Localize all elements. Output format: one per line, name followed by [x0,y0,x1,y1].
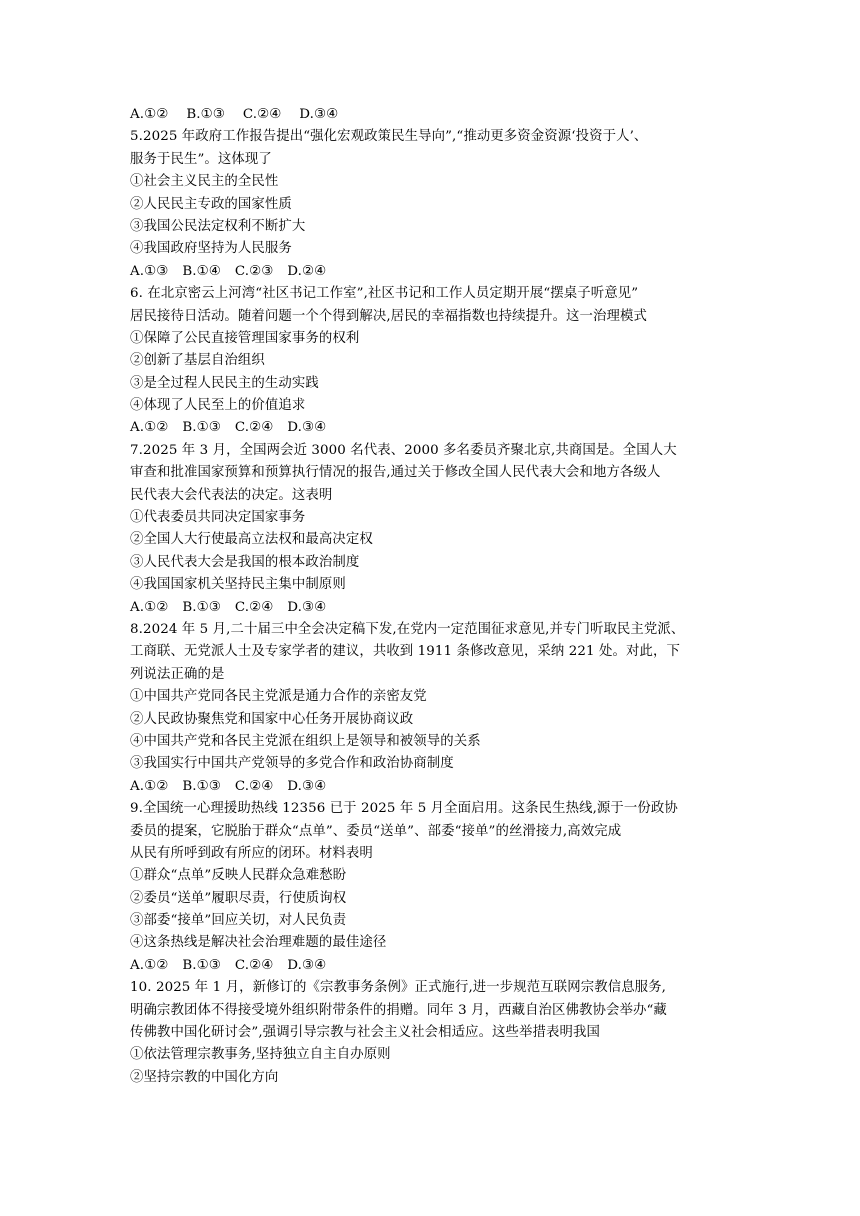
question-stem-line: 明确宗教团体不得接受境外组织附带条件的捐赠。同年 3 月，西藏自治区佛教协会举办“藏 [130,1002,667,1018]
question-block [130,619,735,798]
statement-item: ①社会主义民主的全民性 [130,174,279,190]
statement-item: ④中国共产党和各民主党派在组织上是领导和被领导的关系 [130,733,481,749]
question-block [130,798,735,977]
option-c: C.②④ [234,599,274,615]
statement-item: ②委员“送单”履职尽责，行使质询权 [130,890,347,906]
answer-options [130,417,735,439]
answer-options [130,597,735,619]
question-stem-line: 委员的提案，它脱胎于群众“点单”、委员“送单”、部委“接单”的丝滑接力,高效完成 [130,823,622,839]
statement-item: ②人民政协聚焦党和国家中心任务开展协商议政 [130,711,414,727]
option-d: D.③④ [299,107,339,122]
option-a: A.①② [130,420,169,436]
question-stem-line: 7.2025 年 3 月，全国两会近 3000 名代表、2000 多名委员齐聚北京,共商国是。全国人大 [130,442,677,458]
answer-options [130,261,735,283]
option-a: A.①② [130,107,169,122]
statement-item: ④体现了人民至上的价值追求 [130,398,306,414]
question-stem-line: 10. 2025 年 1 月，新修订的《宗教事务条例》正式施行,进一步规范互联网宗教信息服务, [130,980,667,996]
question-stem-line: 工商联、无党派人士及专家学者的建议，共收到 1911 条修改意见，采纳 221 处。对此，下 [130,644,680,660]
statement-item: ①依法管理宗教事务,坚持独立自主自办原则 [130,1047,391,1063]
statement-item: ③人民代表大会是我国的根本政治制度 [130,554,360,570]
option-d: D.③④ [287,599,327,615]
option-c: C.②④ [234,778,274,794]
option-c: C.②④ [234,420,274,436]
question-list [130,104,735,1089]
statement-item: ②人民民主专政的国家性质 [130,196,292,212]
option-d: D.③④ [287,420,327,436]
question-stem-line: 从民有所呼到政有所应的闭环。材料表明 [130,845,373,861]
question-stem-line: 8.2024 年 5 月,二十届三中全会决定稿下发,在党内一定范围征求意见,并专门听取民主党派、 [130,621,685,637]
statement-item: ④我国国家机关坚持民主集中制原则 [130,577,346,593]
option-c: C.②④ [234,957,274,973]
statement-item: ①中国共产党同各民主党派是通力合作的亲密友党 [130,689,427,705]
question-stem-line: 居民接待日活动。随着问题一个个得到解决,居民的幸福指数也持续提升。这一治理模式 [130,308,647,324]
question-stem-line: 9.全国统一心理援助热线 12356 已于 2025 年 5 月全面启用。这条民生热线,源于一份政协 [130,801,678,817]
statement-item: ②全国人大行使最高立法权和最高决定权 [130,532,373,548]
statement-item: ②创新了基层自治组织 [130,353,265,369]
question-block [130,126,735,283]
option-a: A.①③ [130,263,169,279]
option-a: A.①② [130,599,169,615]
option-c: C.②④ [242,107,282,122]
answer-options [130,776,735,798]
option-b: B.①④ [182,263,221,279]
question-stem-line: 列说法正确的是 [130,666,225,682]
option-d: D.②④ [287,263,327,279]
question-stem-line: 6. 在北京密云上河湾“社区书记工作室”,社区书记和工作人员定期开展“摆桌子听意见” [130,286,639,302]
question-stem-line: 5.2025 年政府工作报告提出“强化宏观政策民生导向”,“推动更多资金资源‘投资于人’、 [130,129,648,145]
option-c: C.②③ [234,263,274,279]
statement-item: ③部委“接单”回应关切，对人民负责 [130,913,347,929]
statement-item: ①群众“点单”反映人民群众急难愁盼 [130,868,347,884]
option-d: D.③④ [287,957,327,973]
question-stem-line: 传佛教中国化研讨会”,强调引导宗教与社会主义社会相适应。这些举措表明我国 [130,1025,600,1041]
option-b: B.①③ [182,957,221,973]
option-a: A.①② [130,957,169,973]
statement-item: ③我国公民法定权利不断扩大 [130,218,306,234]
question-stem-line: 服务于民生”。这体现了 [130,151,272,167]
answer-options-q4 [130,104,735,126]
option-a: A.①② [130,778,169,794]
statement-item: ④这条热线是解决社会治理难题的最佳途径 [130,935,387,951]
statement-item: ③我国实行中国共产党领导的多党合作和政治协商制度 [130,756,454,772]
option-b: B.①③ [182,420,221,436]
statement-item: ④我国政府坚持为人民服务 [130,241,292,257]
statement-item: ①代表委员共同决定国家事务 [130,510,306,526]
statement-item: ②坚持宗教的中国化方向 [130,1069,279,1085]
question-stem-line: 民代表大会代表法的决定。这表明 [130,487,333,503]
question-block [130,440,735,619]
answer-options [130,955,735,977]
question-block [130,283,735,440]
option-b: B.①③ [182,599,221,615]
option-b: B.①③ [186,107,225,122]
statement-item: ③是全过程人民民主的生动实践 [130,375,319,391]
question-block [130,977,735,1089]
question-stem-line: 审查和批准国家预算和预算执行情况的报告,通过关于修改全国人民代表大会和地方各级人 [130,465,661,481]
option-b: B.①③ [182,778,221,794]
option-d: D.③④ [287,778,327,794]
statement-item: ①保障了公民直接管理国家事务的权利 [130,330,360,346]
